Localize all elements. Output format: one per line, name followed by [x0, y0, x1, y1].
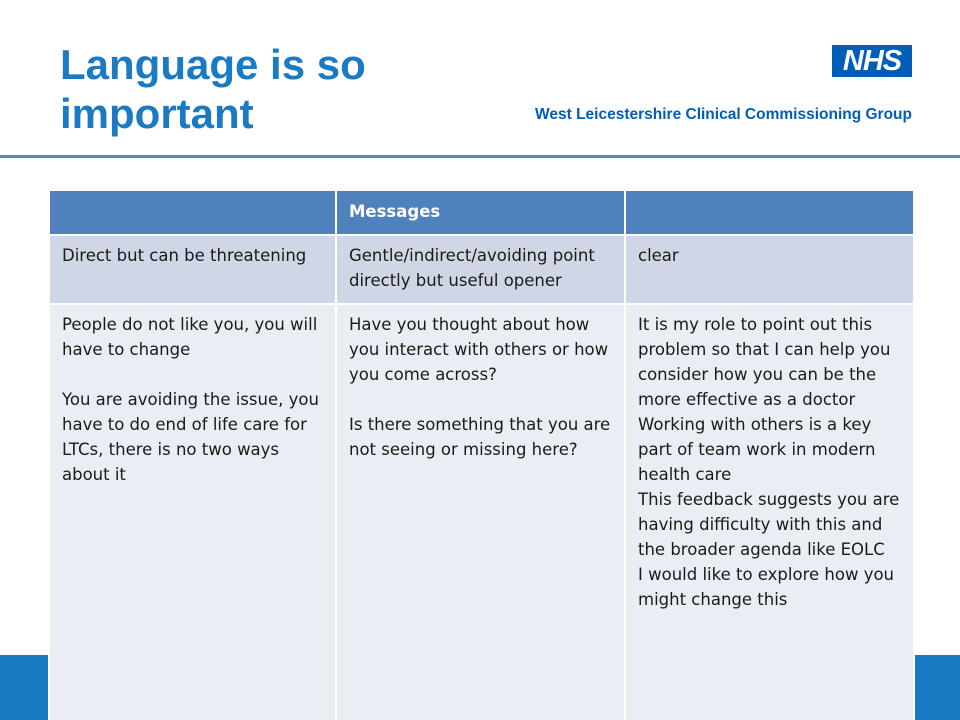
- table-cell-gentle-examples: [336, 304, 625, 720]
- decorative-block-left: [0, 655, 48, 720]
- decorative-block-right: [912, 655, 960, 720]
- header-cell-messages: Messages: [336, 190, 625, 235]
- table-header-row: [49, 190, 914, 235]
- organisation-name: West Leicestershire Clinical Commissioning Group: [535, 106, 912, 123]
- table-cell-clear: clear: [625, 235, 914, 304]
- header-cell-3: [625, 190, 914, 235]
- slide-title: Language is so important: [60, 41, 366, 137]
- table-row: [49, 304, 914, 720]
- header-cell-1: [49, 190, 336, 235]
- nhs-logo: NHS: [832, 45, 912, 77]
- table-cell-direct-examples: [49, 304, 336, 720]
- cell-paragraph: Is there something that you are not seeing or missing here?: [349, 415, 611, 459]
- messages-table: [48, 189, 915, 720]
- table-cell-clear-examples: [625, 304, 914, 720]
- cell-paragraph: Working with others is a key part of team work in modern health care: [638, 415, 876, 484]
- table-row: [49, 235, 914, 304]
- cell-paragraph: Have you thought about how you interact with others or how you come across?: [349, 315, 609, 384]
- cell-paragraph: I would like to explore how you might change this: [638, 565, 895, 609]
- table-cell-gentle: Gentle/indirect/avoiding point directly but useful opener: [336, 235, 625, 304]
- table-cell-direct: Direct but can be threatening: [49, 235, 336, 304]
- title-divider: [0, 155, 960, 158]
- cell-paragraph: People do not like you, you will have to change: [62, 315, 318, 359]
- cell-paragraph: You are avoiding the issue, you have to do end of life care for LTCs, there is no two ways about it: [62, 390, 319, 484]
- cell-paragraph: It is my role to point out this problem so that I can help you consider how you can be the more effective as a doctor: [638, 315, 891, 409]
- cell-paragraph: This feedback suggests you are having difficulty with this and the broader agenda like EOLC: [638, 490, 900, 559]
